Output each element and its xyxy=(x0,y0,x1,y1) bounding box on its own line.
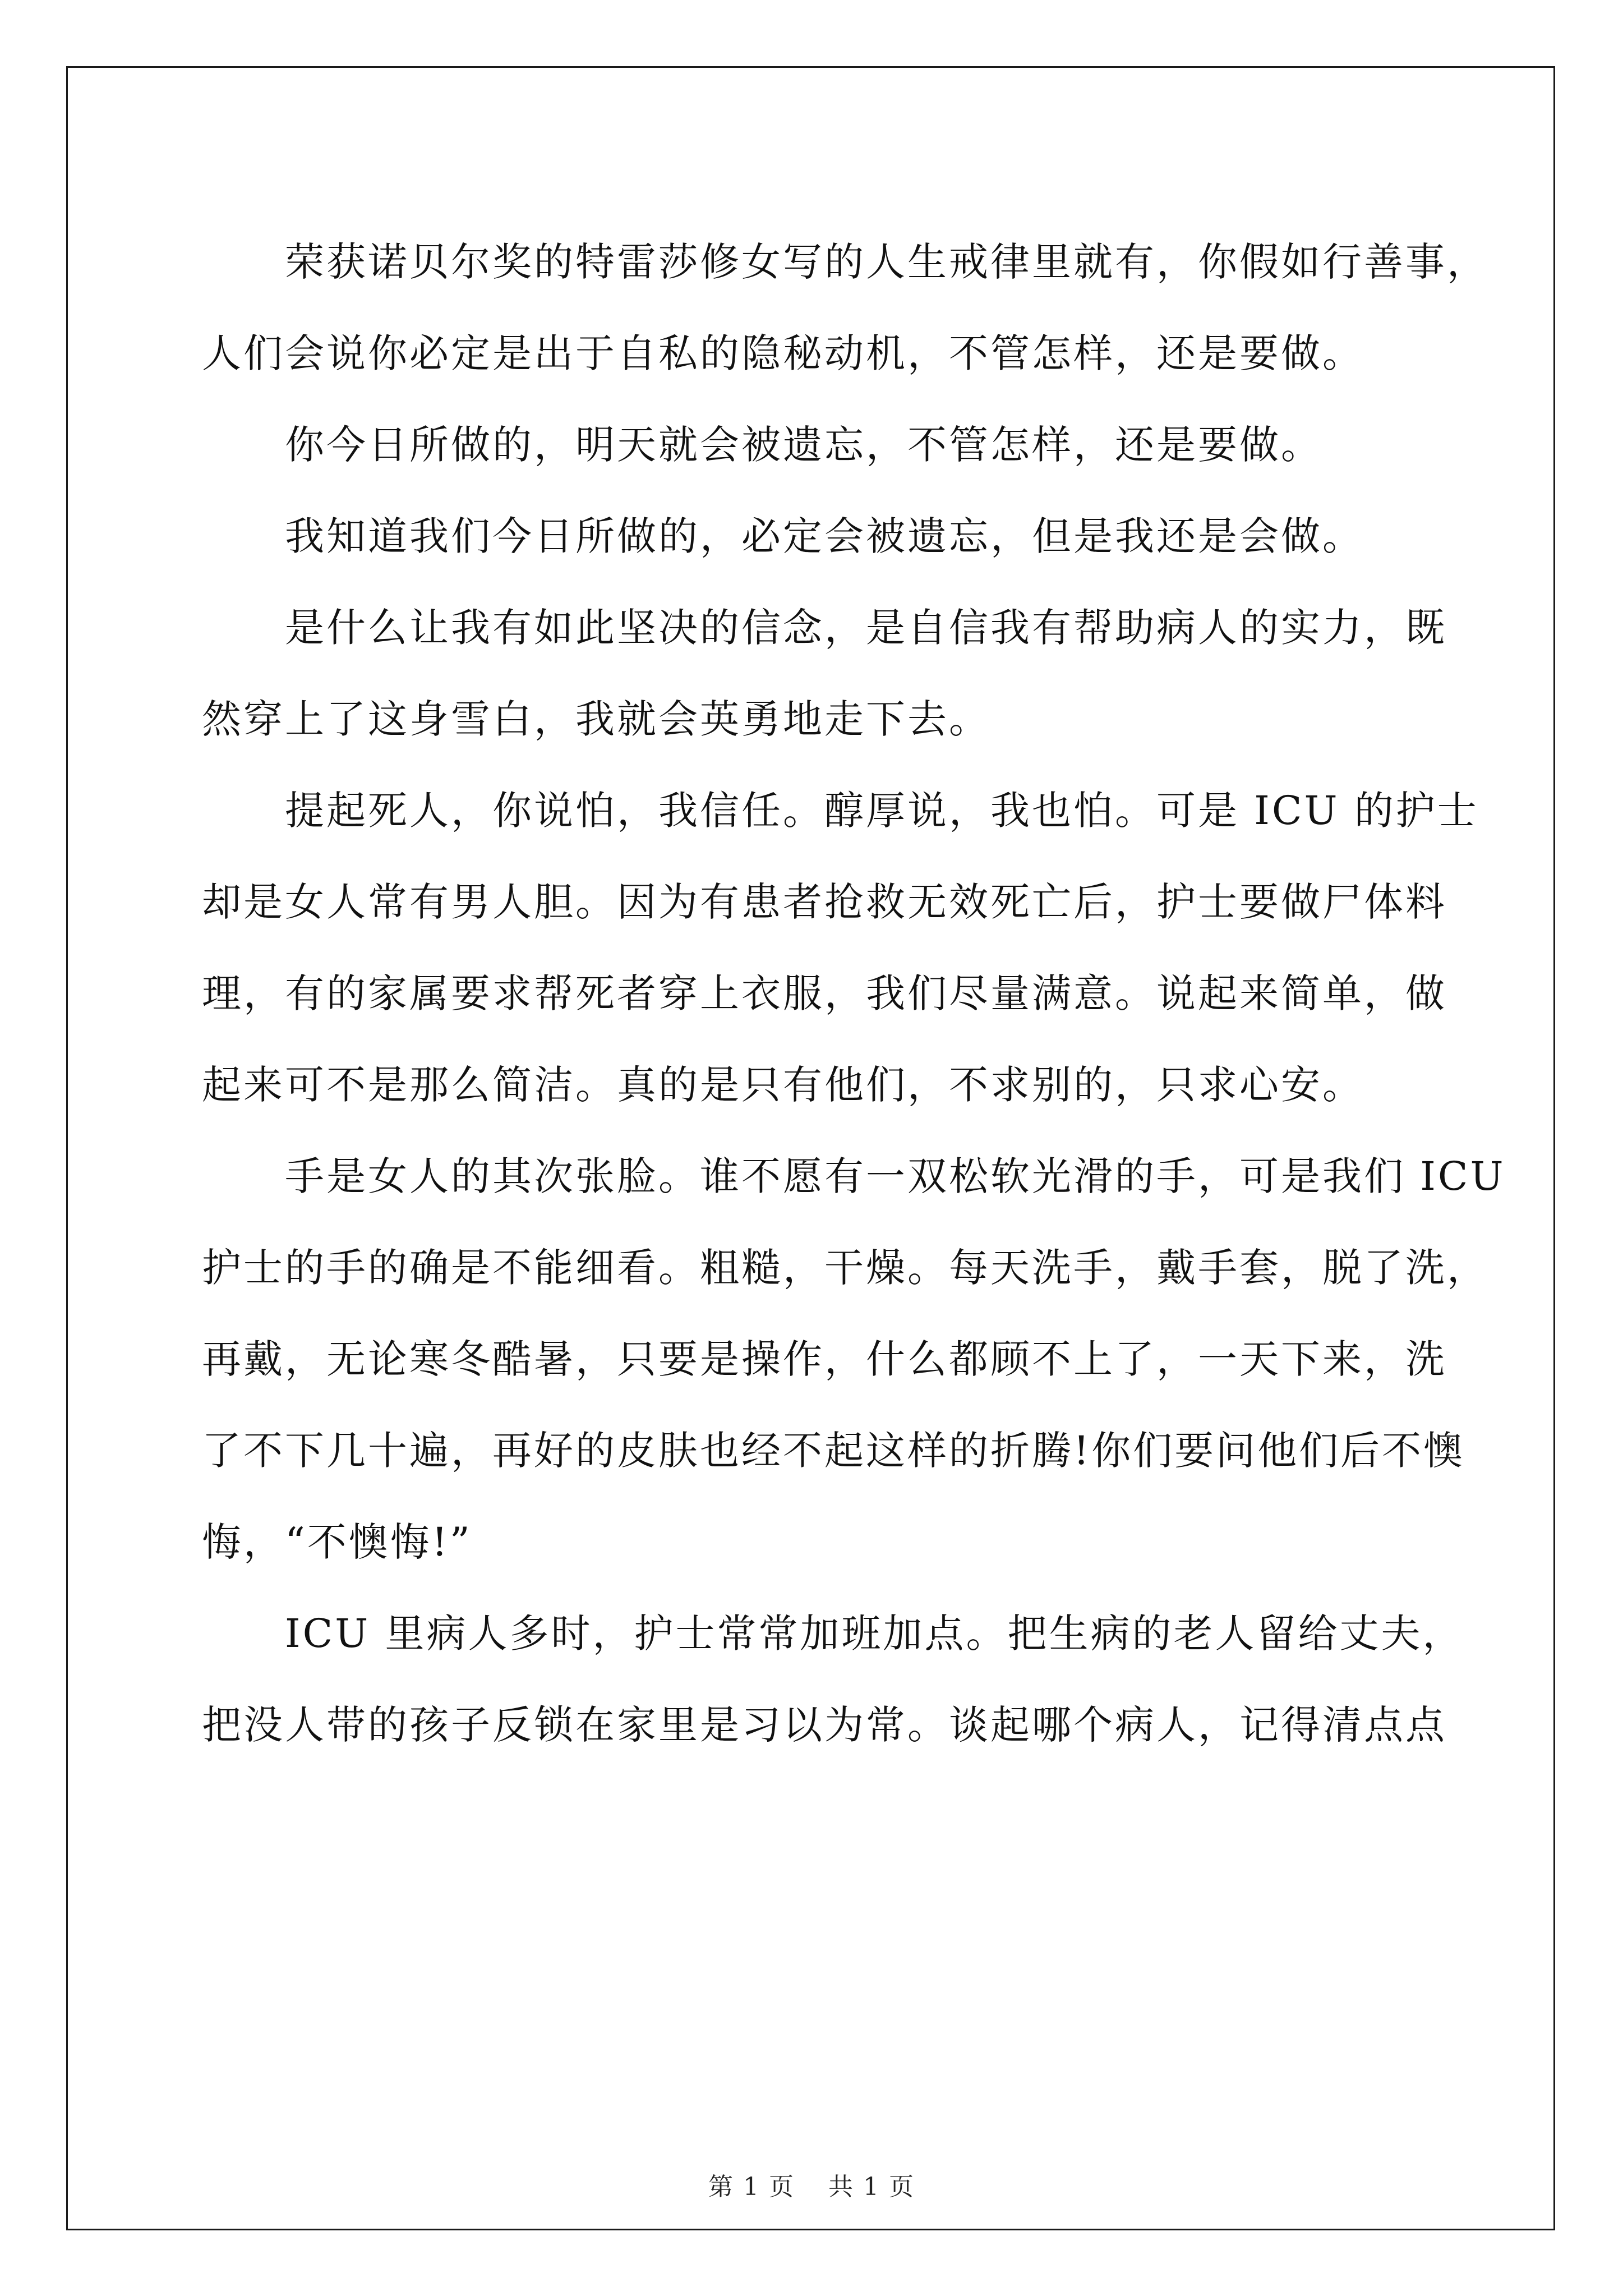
text-line: 是什么让我有如此坚决的信念，是自信我有帮助病人的实力，既 xyxy=(285,605,1447,651)
page-number: 第 1 页 xyxy=(708,2173,795,2201)
text-line: 却是女人常有男人胆。因为有患者抢救无效死亡后，护士要做尸体料 xyxy=(202,879,1447,925)
text-line: ICU 里病人多时，护士常常加班加点。把生病的老人留给丈夫， xyxy=(285,1611,1464,1657)
paragraph-1 xyxy=(202,217,1488,399)
document-body xyxy=(202,217,1506,1771)
text-line: 荣获诺贝尔奖的特雷莎修女写的人生戒律里就有，你假如行善事， xyxy=(285,239,1488,285)
text-line: 然穿上了这身雪白，我就会英勇地走下去。 xyxy=(202,696,990,742)
text-line: 手是女人的其次张脸。谁不愿有一双松软光滑的手，可是我们 ICU xyxy=(285,1153,1506,1199)
text-line: 再戴，无论寒冬酷暑，只要是操作，什么都顾不上了，一天下来，洗 xyxy=(202,1336,1447,1382)
text-line: 提起死人，你说怕，我信任。醇厚说，我也怕。可是 ICU 的护士 xyxy=(285,788,1479,834)
paragraph-7 xyxy=(202,1588,1464,1771)
text-line: 起来可不是那么简洁。真的是只有他们，不求别的，只求心安。 xyxy=(202,1062,1364,1108)
text-line: 理，有的家属要求帮死者穿上衣服，我们尽量满意。说起来简单，做 xyxy=(202,970,1447,1016)
text-line: 把没人带的孩子反锁在家里是习以为常。谈起哪个病人，记得清点点 xyxy=(202,1702,1447,1748)
paragraph-4 xyxy=(202,582,1447,765)
paragraph-6 xyxy=(202,1131,1506,1588)
text-line: 我知道我们今日所做的，必定会被遗忘，但是我还是会做。 xyxy=(285,513,1364,559)
text-line: 了不下几十遍，再好的皮肤也经不起这样的折腾!你们要问他们后不懊 xyxy=(202,1428,1465,1474)
paragraph-3 xyxy=(202,491,1436,582)
paragraph-2 xyxy=(202,399,1436,491)
paragraph-5 xyxy=(202,765,1479,1131)
text-line: 护士的手的确是不能细看。粗糙，干燥。每天洗手，戴手套，脱了洗， xyxy=(202,1245,1488,1291)
text-line: 悔，“不懊悔!” xyxy=(202,1519,472,1565)
text-line: 你今日所做的，明天就会被遗忘，不管怎样，还是要做。 xyxy=(285,422,1322,468)
text-line: 人们会说你必定是出于自私的隐秘动机，不管怎样，还是要做。 xyxy=(202,330,1364,376)
page-total: 共 1 页 xyxy=(828,2173,915,2201)
page-footer xyxy=(0,2166,1623,2202)
